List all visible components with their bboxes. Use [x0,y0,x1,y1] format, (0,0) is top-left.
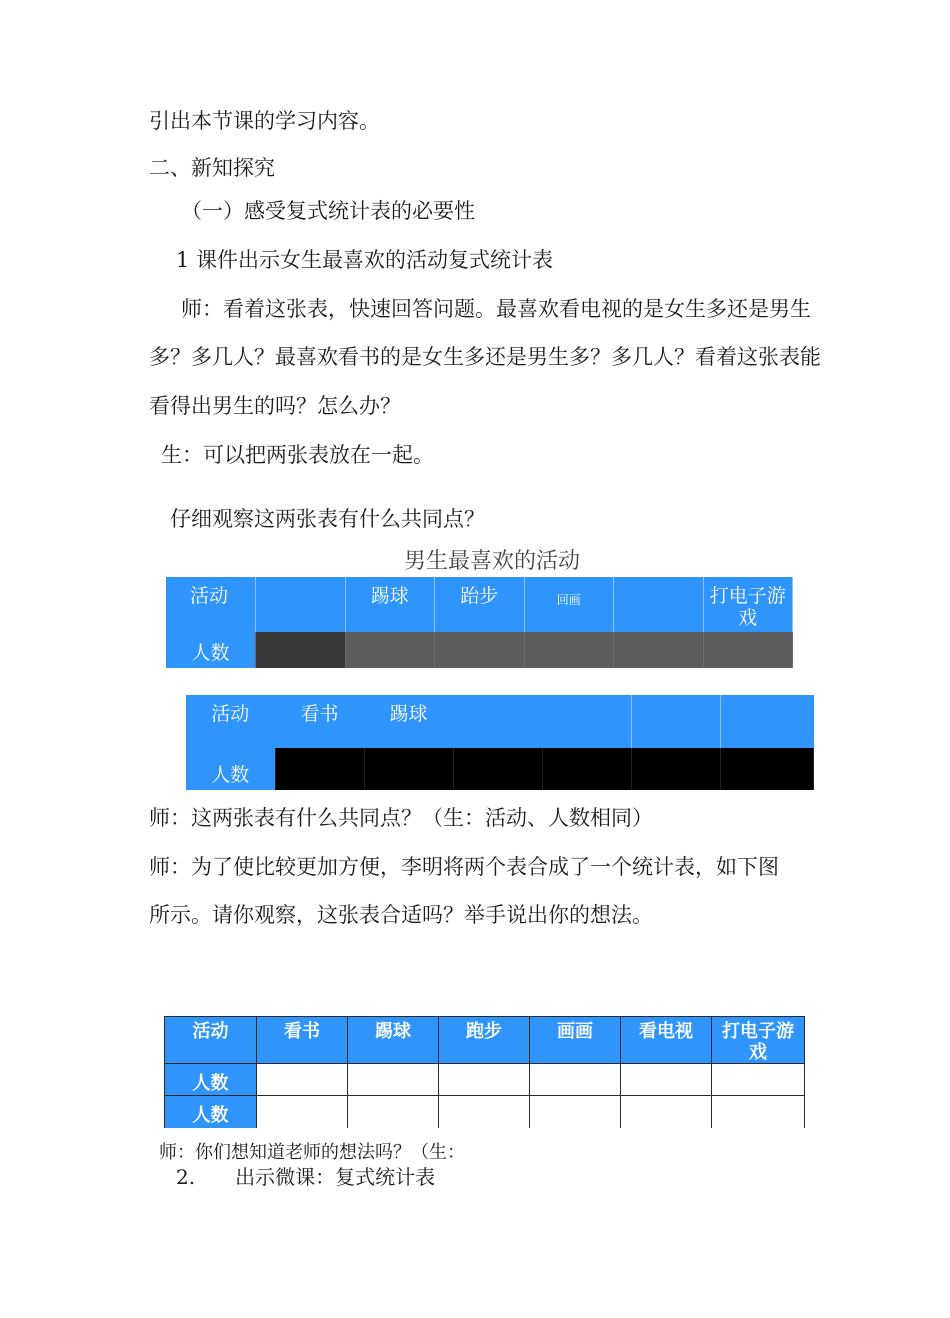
text-line-1: 引出本节课的学习内容。 [149,109,380,133]
table1-title: 男生最喜欢的活动 [404,549,581,574]
table3-header-cell: 跑步 [439,1017,530,1064]
table2-header-cell: 活动 [186,695,275,748]
table3-header-cell: 踢球 [348,1017,439,1064]
text-line-8: 生：可以把两张表放在一起。 [161,443,434,467]
table1-header-cell: 回画 [524,577,614,632]
table3-cell [621,1096,712,1128]
table1-cell [524,632,614,668]
table1-header-cell: 打电子游戏 [703,577,793,632]
table2-cell [542,748,631,790]
table1-row-label: 人数 [166,632,256,668]
table1-cell [345,632,435,668]
table1-header-cell: 踢球 [345,577,435,632]
table3-header-cell: 画画 [530,1017,621,1064]
table2-cell [275,748,364,790]
table-boys-activities [166,577,793,668]
text-line-13: 师：你们想知道老师的想法吗？（生： [159,1142,465,1163]
text-line-7: 看得出男生的吗？怎么办？ [149,394,401,418]
table2-cell [364,748,453,790]
table3-cell [257,1064,348,1096]
table2-cell [631,748,720,790]
table3-cell [348,1064,439,1096]
table3-header-cell: 看书 [257,1017,348,1064]
table3-cell [439,1096,530,1128]
table3-row-label: 人数 [165,1096,257,1128]
table1-header-cell [256,577,346,632]
question-heading: 仔细观察这两张表有什么共同点？ [170,507,485,531]
table1-header-cell: 活动 [166,577,256,632]
table3-cell [348,1096,439,1128]
table2-header-cell [542,695,631,748]
table3-cell [257,1096,348,1128]
table1-cell [256,632,346,668]
table3-cell [712,1064,805,1096]
table1-header-cell [614,577,704,632]
table2-header-cell [453,695,542,748]
table1-cell [435,632,525,668]
table2-cell [453,748,542,790]
table2-header-cell [720,695,813,748]
table3-cell [530,1096,621,1128]
text-line-14: 2. 出示微课：复式统计表 [176,1165,436,1189]
table3-header-cell: 看电视 [621,1017,712,1064]
table2-header-cell: 看书 [275,695,364,748]
table2-row-label: 人数 [186,748,275,790]
clipped-text-line [0,1135,950,1163]
text-line-6: 多？多几人？最喜欢看书的是女生多还是男生多？多几人？看着这张表能 [149,345,821,369]
subsection-heading: （一）感受复式统计表的必要性 [181,199,475,223]
section-heading: 二、新知探究 [149,156,275,180]
table3-cell [712,1096,805,1128]
text-line-5: 师：看着这张表，快速回答问题。最喜欢看电视的是女生多还是男生 [181,297,811,321]
table-girls-activities [186,695,814,790]
table1-header-cell: 跆步 [435,577,525,632]
table3-cell [621,1064,712,1096]
table2-header-cell: 踢球 [364,695,453,748]
table2-cell [720,748,813,790]
table-combined-activities [164,1016,805,1128]
table1-cell [614,632,704,668]
table3-header-cell: 打电子游戏 [712,1017,805,1064]
table3-row-label: 人数 [165,1064,257,1096]
table2-header-cell [631,695,720,748]
table1-cell [703,632,793,668]
text-line-4: 1 课件出示女生最喜欢的活动复式统计表 [176,248,554,272]
text-line-11: 师：为了使比较更加方便，李明将两个表合成了一个统计表，如下图 [149,855,779,879]
table3-header-cell: 活动 [165,1017,257,1064]
text-line-12: 所示。请你观察，这张表合适吗？举手说出你的想法。 [149,903,653,927]
table3-cell [530,1064,621,1096]
table3-cell [439,1064,530,1096]
text-line-10: 师：这两张表有什么共同点？（生：活动、人数相同） [149,806,653,830]
